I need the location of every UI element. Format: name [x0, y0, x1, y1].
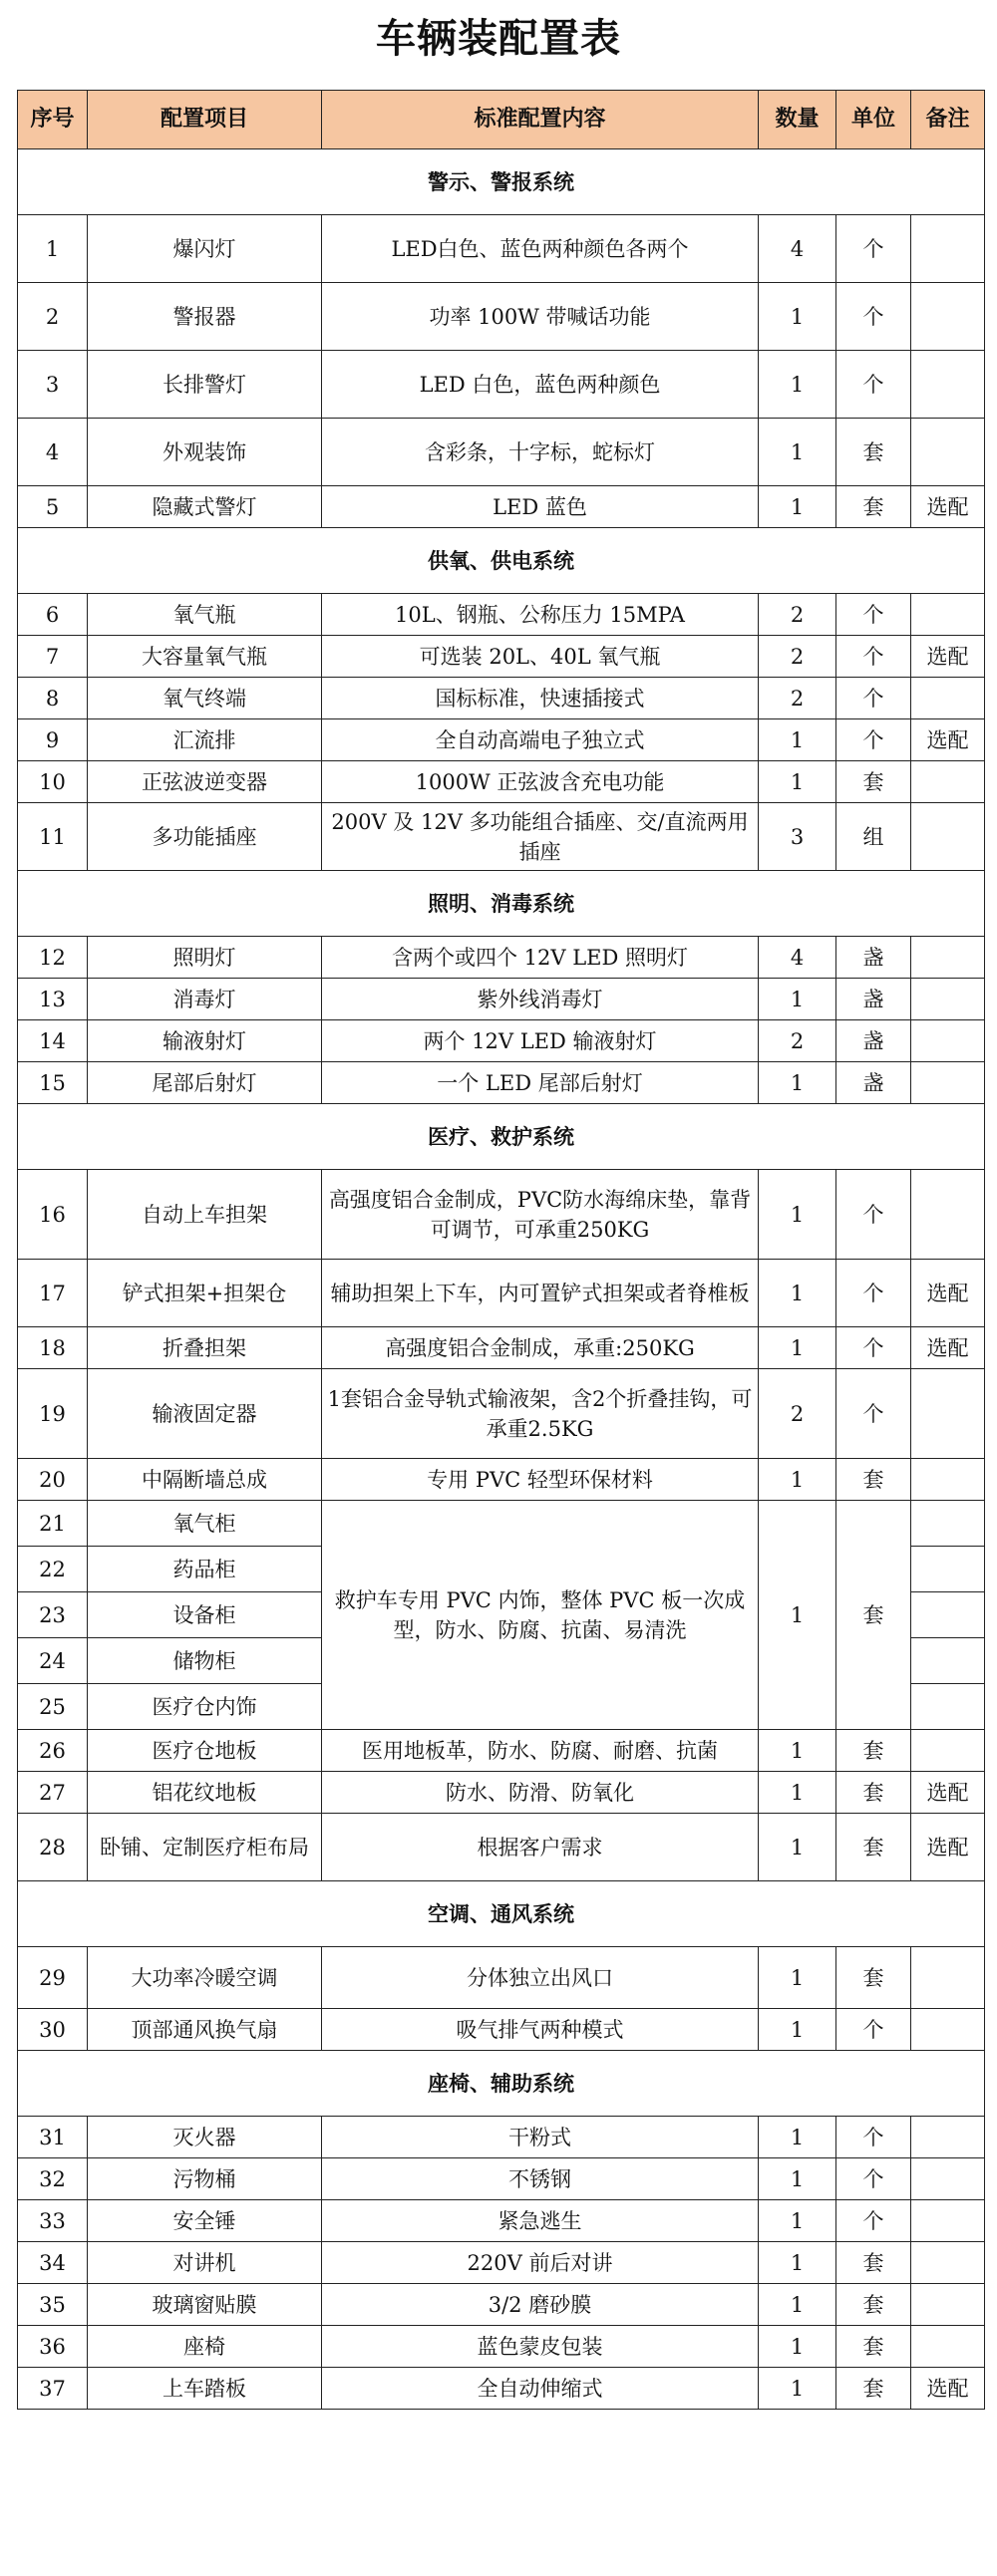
row-note	[911, 761, 985, 803]
table-row	[18, 1501, 985, 1547]
row-unit: 个	[836, 215, 911, 283]
row-note	[911, 1501, 985, 1547]
row-qty: 2	[759, 636, 836, 678]
row-unit: 盏	[836, 1020, 911, 1062]
row-unit: 个	[836, 636, 911, 678]
section-row	[18, 528, 985, 594]
row-note	[911, 2158, 985, 2200]
row-note	[911, 979, 985, 1020]
row-unit: 套	[836, 1772, 911, 1814]
table-row	[18, 1062, 985, 1104]
row-item: 氧气柜	[88, 1501, 322, 1547]
row-note	[911, 2117, 985, 2158]
row-item: 折叠担架	[88, 1327, 322, 1369]
row-note	[911, 1947, 985, 2009]
row-qty: 3	[759, 803, 836, 871]
row-note: 选配	[911, 719, 985, 761]
row-item: 灭火器	[88, 2117, 322, 2158]
row-item: 卧铺、定制医疗柜布局	[88, 1814, 322, 1881]
table-row	[18, 1327, 985, 1369]
row-unit: 个	[836, 283, 911, 351]
row-content: 国标标准，快速插接式	[322, 678, 759, 719]
section-title: 座椅、辅助系统	[18, 2051, 985, 2117]
row-qty: 1	[759, 283, 836, 351]
row-item: 氧气瓶	[88, 594, 322, 636]
row-qty: 4	[759, 215, 836, 283]
row-unit: 盏	[836, 937, 911, 979]
row-item: 正弦波逆变器	[88, 761, 322, 803]
row-content: 医用地板革，防水、防腐、耐磨、抗菌	[322, 1730, 759, 1772]
row-note	[911, 678, 985, 719]
row-no: 26	[18, 1730, 88, 1772]
row-no: 37	[18, 2368, 88, 2410]
table-row	[18, 719, 985, 761]
config-table	[17, 90, 985, 2410]
row-content: 蓝色蒙皮包装	[322, 2326, 759, 2368]
table-row	[18, 1260, 985, 1327]
row-no: 32	[18, 2158, 88, 2200]
row-qty: 2	[759, 678, 836, 719]
row-unit: 组	[836, 803, 911, 871]
row-note	[911, 1592, 985, 1638]
row-item: 输液固定器	[88, 1369, 322, 1459]
row-no: 6	[18, 594, 88, 636]
row-note: 选配	[911, 1260, 985, 1327]
row-content: 1套铝合金导轨式输液架，含2个折叠挂钩，可承重2.5KG	[322, 1369, 759, 1459]
row-no: 8	[18, 678, 88, 719]
row-qty: 1	[759, 1459, 836, 1501]
row-no: 31	[18, 2117, 88, 2158]
row-note	[911, 1684, 985, 1730]
row-note	[911, 419, 985, 486]
row-qty: 1	[759, 2284, 836, 2326]
row-qty: 1	[759, 719, 836, 761]
row-no: 3	[18, 351, 88, 419]
section-title: 供氧、供电系统	[18, 528, 985, 594]
row-qty: 1	[759, 2158, 836, 2200]
group-content: 救护车专用 PVC 内饰，整体 PVC 板一次成型，防水、防腐、抗菌、易清洗	[322, 1501, 759, 1730]
section-row	[18, 149, 985, 215]
row-unit: 套	[836, 2242, 911, 2284]
row-item: 铝花纹地板	[88, 1772, 322, 1814]
row-note: 选配	[911, 1772, 985, 1814]
row-no: 34	[18, 2242, 88, 2284]
row-item: 玻璃窗贴膜	[88, 2284, 322, 2326]
row-no: 25	[18, 1684, 88, 1730]
table-row	[18, 2326, 985, 2368]
row-note	[911, 1459, 985, 1501]
row-unit: 个	[836, 2009, 911, 2051]
row-unit: 盏	[836, 1062, 911, 1104]
row-unit: 个	[836, 2158, 911, 2200]
row-content: LED白色、蓝色两种颜色各两个	[322, 215, 759, 283]
header-note: 备注	[911, 91, 985, 149]
row-no: 20	[18, 1459, 88, 1501]
header-unit: 单位	[836, 91, 911, 149]
row-note	[911, 1638, 985, 1684]
row-note	[911, 2242, 985, 2284]
row-no: 19	[18, 1369, 88, 1459]
row-note	[911, 351, 985, 419]
row-unit: 套	[836, 1730, 911, 1772]
row-no: 1	[18, 215, 88, 283]
row-content: 10L、钢瓶、公称压力 15MPA	[322, 594, 759, 636]
row-no: 12	[18, 937, 88, 979]
table-row	[18, 937, 985, 979]
row-note	[911, 2326, 985, 2368]
row-content: 吸气排气两种模式	[322, 2009, 759, 2051]
row-no: 30	[18, 2009, 88, 2051]
row-note: 选配	[911, 2368, 985, 2410]
row-item: 消毒灯	[88, 979, 322, 1020]
table-row	[18, 2200, 985, 2242]
row-unit: 套	[836, 2284, 911, 2326]
row-content: 220V 前后对讲	[322, 2242, 759, 2284]
row-content: 200V 及 12V 多功能组合插座、交/直流两用插座	[322, 803, 759, 871]
table-row	[18, 1730, 985, 1772]
row-content: 紧急逃生	[322, 2200, 759, 2242]
row-no: 18	[18, 1327, 88, 1369]
table-row	[18, 761, 985, 803]
row-note: 选配	[911, 1814, 985, 1881]
row-content: 高强度铝合金制成，承重:250KG	[322, 1327, 759, 1369]
row-item: 设备柜	[88, 1592, 322, 1638]
row-qty: 1	[759, 1730, 836, 1772]
row-item: 铲式担架+担架仓	[88, 1260, 322, 1327]
row-content: 分体独立出风口	[322, 1947, 759, 2009]
table-row	[18, 283, 985, 351]
row-item: 安全锤	[88, 2200, 322, 2242]
row-qty: 1	[759, 1327, 836, 1369]
row-item: 尾部后射灯	[88, 1062, 322, 1104]
row-unit: 个	[836, 1327, 911, 1369]
header-qty: 数量	[759, 91, 836, 149]
row-unit: 套	[836, 1814, 911, 1881]
row-unit: 套	[836, 2326, 911, 2368]
row-qty: 2	[759, 1369, 836, 1459]
row-unit: 个	[836, 1260, 911, 1327]
row-content: 高强度铝合金制成，PVC防水海绵床垫，靠背可调节，可承重250KG	[322, 1170, 759, 1260]
row-qty: 1	[759, 761, 836, 803]
row-no: 29	[18, 1947, 88, 2009]
group-unit: 套	[836, 1501, 911, 1730]
row-content: LED 白色，蓝色两种颜色	[322, 351, 759, 419]
row-no: 23	[18, 1592, 88, 1638]
row-unit: 套	[836, 1947, 911, 2009]
row-content: 辅助担架上下车，内可置铲式担架或者脊椎板	[322, 1260, 759, 1327]
row-note	[911, 1369, 985, 1459]
row-qty: 1	[759, 486, 836, 528]
section-row	[18, 2051, 985, 2117]
row-unit: 个	[836, 594, 911, 636]
row-content: 1000W 正弦波含充电功能	[322, 761, 759, 803]
table-row	[18, 2368, 985, 2410]
row-qty: 1	[759, 1772, 836, 1814]
row-item: 汇流排	[88, 719, 322, 761]
section-row	[18, 1104, 985, 1170]
row-item: 上车踏板	[88, 2368, 322, 2410]
row-no: 4	[18, 419, 88, 486]
table-row	[18, 2242, 985, 2284]
row-note: 选配	[911, 1327, 985, 1369]
row-item: 药品柜	[88, 1547, 322, 1592]
row-content: 含彩条，十字标，蛇标灯	[322, 419, 759, 486]
row-no: 22	[18, 1547, 88, 1592]
row-content: LED 蓝色	[322, 486, 759, 528]
row-content: 功率 100W 带喊话功能	[322, 283, 759, 351]
row-note	[911, 2009, 985, 2051]
row-item: 顶部通风换气扇	[88, 2009, 322, 2051]
row-item: 隐藏式警灯	[88, 486, 322, 528]
row-unit: 套	[836, 419, 911, 486]
row-content: 一个 LED 尾部后射灯	[322, 1062, 759, 1104]
row-item: 储物柜	[88, 1638, 322, 1684]
row-item: 医疗仓地板	[88, 1730, 322, 1772]
row-item: 氧气终端	[88, 678, 322, 719]
row-unit: 个	[836, 1369, 911, 1459]
row-qty: 1	[759, 1947, 836, 2009]
row-note: 选配	[911, 486, 985, 528]
row-note	[911, 803, 985, 871]
row-no: 14	[18, 1020, 88, 1062]
row-unit: 个	[836, 1170, 911, 1260]
row-no: 5	[18, 486, 88, 528]
table-row	[18, 486, 985, 528]
row-qty: 1	[759, 351, 836, 419]
row-item: 大功率冷暖空调	[88, 1947, 322, 2009]
table-row	[18, 2284, 985, 2326]
table-row	[18, 1772, 985, 1814]
row-no: 28	[18, 1814, 88, 1881]
row-content: 全自动高端电子独立式	[322, 719, 759, 761]
row-unit: 盏	[836, 979, 911, 1020]
row-content: 两个 12V LED 输液射灯	[322, 1020, 759, 1062]
row-item: 中隔断墙总成	[88, 1459, 322, 1501]
row-content: 防水、防滑、防氧化	[322, 1772, 759, 1814]
table-row	[18, 1020, 985, 1062]
row-unit: 个	[836, 719, 911, 761]
row-qty: 2	[759, 1020, 836, 1062]
section-row	[18, 1881, 985, 1947]
row-note	[911, 2284, 985, 2326]
header-row	[18, 91, 985, 149]
row-note	[911, 1547, 985, 1592]
row-no: 21	[18, 1501, 88, 1547]
table-row	[18, 419, 985, 486]
row-note	[911, 1170, 985, 1260]
table-row	[18, 979, 985, 1020]
row-qty: 1	[759, 979, 836, 1020]
section-title: 空调、通风系统	[18, 1881, 985, 1947]
row-item: 爆闪灯	[88, 215, 322, 283]
row-note: 选配	[911, 636, 985, 678]
row-item: 自动上车担架	[88, 1170, 322, 1260]
row-unit: 个	[836, 678, 911, 719]
row-no: 24	[18, 1638, 88, 1684]
header-content: 标准配置内容	[322, 91, 759, 149]
row-note	[911, 1730, 985, 1772]
row-item: 多功能插座	[88, 803, 322, 871]
header-no: 序号	[18, 91, 88, 149]
row-no: 17	[18, 1260, 88, 1327]
table-row	[18, 636, 985, 678]
row-qty: 1	[759, 419, 836, 486]
row-unit: 个	[836, 2117, 911, 2158]
table-row	[18, 1459, 985, 1501]
row-content: 专用 PVC 轻型环保材料	[322, 1459, 759, 1501]
row-no: 35	[18, 2284, 88, 2326]
row-unit: 套	[836, 486, 911, 528]
row-no: 13	[18, 979, 88, 1020]
page-title: 车辆装配置表	[376, 16, 621, 62]
row-qty: 2	[759, 594, 836, 636]
table-row	[18, 2158, 985, 2200]
table-row	[18, 803, 985, 871]
row-no: 2	[18, 283, 88, 351]
row-unit: 个	[836, 2200, 911, 2242]
row-qty: 1	[759, 1260, 836, 1327]
row-qty: 1	[759, 2368, 836, 2410]
row-content: 含两个或四个 12V LED 照明灯	[322, 937, 759, 979]
table-row	[18, 2009, 985, 2051]
row-no: 36	[18, 2326, 88, 2368]
row-unit: 套	[836, 2368, 911, 2410]
row-note	[911, 1020, 985, 1062]
row-no: 9	[18, 719, 88, 761]
row-qty: 1	[759, 1170, 836, 1260]
row-item: 大容量氧气瓶	[88, 636, 322, 678]
row-no: 10	[18, 761, 88, 803]
row-item: 污物桶	[88, 2158, 322, 2200]
row-content: 可选装 20L、40L 氧气瓶	[322, 636, 759, 678]
table-row	[18, 1170, 985, 1260]
row-note	[911, 2200, 985, 2242]
row-content: 全自动伸缩式	[322, 2368, 759, 2410]
row-qty: 1	[759, 2242, 836, 2284]
row-qty: 1	[759, 2009, 836, 2051]
group-qty: 1	[759, 1501, 836, 1730]
row-note	[911, 937, 985, 979]
row-item: 座椅	[88, 2326, 322, 2368]
row-content: 紫外线消毒灯	[322, 979, 759, 1020]
row-content: 不锈钢	[322, 2158, 759, 2200]
section-title: 照明、消毒系统	[18, 871, 985, 937]
row-item: 外观装饰	[88, 419, 322, 486]
table-row	[18, 215, 985, 283]
row-qty: 1	[759, 2200, 836, 2242]
table-row	[18, 2117, 985, 2158]
row-item: 长排警灯	[88, 351, 322, 419]
row-content: 干粉式	[322, 2117, 759, 2158]
row-unit: 套	[836, 761, 911, 803]
row-qty: 1	[759, 1062, 836, 1104]
row-item: 输液射灯	[88, 1020, 322, 1062]
table-row	[18, 1947, 985, 2009]
section-row	[18, 871, 985, 937]
row-item: 照明灯	[88, 937, 322, 979]
row-no: 7	[18, 636, 88, 678]
row-note	[911, 1062, 985, 1104]
row-no: 33	[18, 2200, 88, 2242]
row-qty: 4	[759, 937, 836, 979]
row-no: 15	[18, 1062, 88, 1104]
row-no: 11	[18, 803, 88, 871]
row-no: 27	[18, 1772, 88, 1814]
header-item: 配置项目	[88, 91, 322, 149]
row-note	[911, 283, 985, 351]
row-note	[911, 594, 985, 636]
row-content: 3/2 磨砂膜	[322, 2284, 759, 2326]
table-row	[18, 594, 985, 636]
row-no: 16	[18, 1170, 88, 1260]
row-item: 对讲机	[88, 2242, 322, 2284]
row-note	[911, 215, 985, 283]
row-qty: 1	[759, 1814, 836, 1881]
section-title: 警示、警报系统	[18, 149, 985, 215]
section-title: 医疗、救护系统	[18, 1104, 985, 1170]
table-row	[18, 1814, 985, 1881]
table-row	[18, 1369, 985, 1459]
row-item: 医疗仓内饰	[88, 1684, 322, 1730]
table-row	[18, 678, 985, 719]
table-row	[18, 351, 985, 419]
row-qty: 1	[759, 2117, 836, 2158]
row-content: 根据客户需求	[322, 1814, 759, 1881]
row-item: 警报器	[88, 283, 322, 351]
row-qty: 1	[759, 2326, 836, 2368]
row-unit: 个	[836, 351, 911, 419]
row-unit: 套	[836, 1459, 911, 1501]
